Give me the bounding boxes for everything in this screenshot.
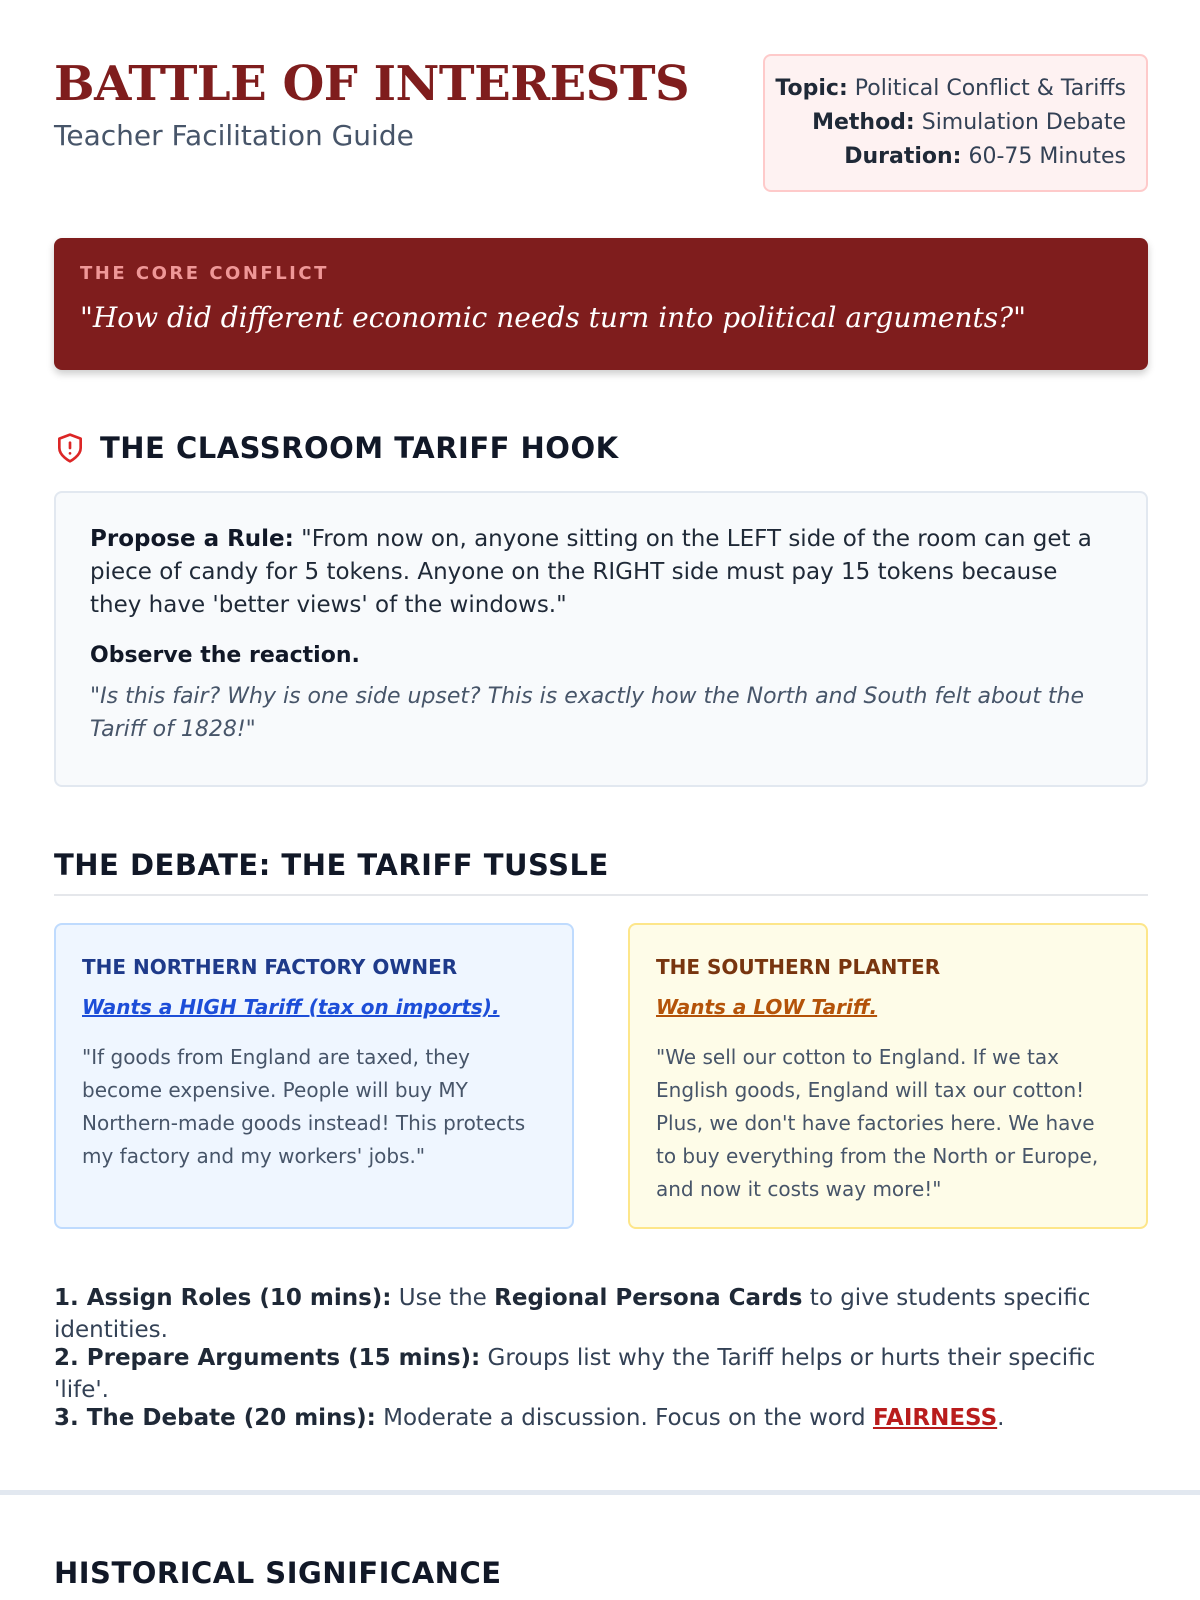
- south-card-want: Wants a LOW Tariff.: [656, 995, 878, 1019]
- hook-rule: [90, 523, 1112, 622]
- shield-alert-icon: [54, 431, 86, 465]
- step-prepare-arguments: 2. Prepare Arguments (15 mins): Groups list why the Tariff helps or hurts their specific 'life'.: [54, 1345, 1096, 1403]
- core-conflict-label: THE CORE CONFLICT: [80, 263, 329, 284]
- lesson-meta-box: [763, 54, 1148, 192]
- hook-rule-text: "From now on, anyone sitting on the LEFT side of the room can get a piece of candy for 5 tokens. Anyone on the RIGHT side must pay 15 tokens because they have 'better views' of the windows.": [90, 526, 1092, 618]
- north-persona-card: [54, 923, 574, 1229]
- header: [54, 56, 1148, 196]
- north-card-want: Wants a HIGH Tariff (tax on imports).: [82, 995, 500, 1019]
- south-persona-card: [628, 923, 1148, 1229]
- debate-heading: THE DEBATE: THE TARIFF TUSSLE: [54, 848, 609, 882]
- south-card-title: THE SOUTHERN PLANTER: [656, 955, 941, 979]
- section-divider: [0, 1490, 1200, 1495]
- historical-significance-heading: HISTORICAL SIGNIFICANCE: [54, 1556, 502, 1590]
- hook-question: "Is this fair? Why is one side upset? This is exactly how the North and South felt about the Tariff of 1828!": [90, 684, 1085, 742]
- step-the-debate: 3. The Debate (20 mins): Moderate a discussion. Focus on the word FAIRNESS.: [54, 1405, 1005, 1431]
- south-card-quote: "We sell our cotton to England. If we tax English goods, England will tax our cotton! Plus, we don't have factories here. We have to buy everything from the North or Europe, and now it costs way more!": [656, 1045, 1099, 1201]
- hook-box: [54, 491, 1148, 787]
- hook-observe: Observe the reaction.: [90, 643, 360, 668]
- north-card-quote: "If goods from England are taxed, they become expensive. People will buy MY Northern-made goods instead! This protects my factory and my workers' jobs.": [82, 1045, 526, 1168]
- core-conflict-banner: [54, 238, 1148, 370]
- step-assign-roles: 1. Assign Roles (10 mins): Use the Regional Persona Cards to give students specific identities.: [54, 1285, 1091, 1343]
- hook-heading: THE CLASSROOM TARIFF HOOK: [100, 431, 619, 465]
- fairness-keyword: FAIRNESS: [872, 1405, 998, 1431]
- meta-topic: Topic: Political Conflict & Tariffs: [775, 76, 1126, 101]
- page-subtitle: Teacher Facilitation Guide: [54, 119, 414, 152]
- north-card-title: THE NORTHERN FACTORY OWNER: [82, 955, 458, 979]
- page-title: BATTLE OF INTERESTS: [54, 56, 690, 112]
- divider: [54, 894, 1148, 896]
- core-conflict-question: "How did different economic needs turn into political arguments?": [80, 301, 1027, 334]
- hook-rule-label: Propose a Rule:: [90, 526, 294, 552]
- meta-duration: Duration: 60-75 Minutes: [844, 144, 1126, 169]
- meta-method: Method: Simulation Debate: [812, 110, 1126, 135]
